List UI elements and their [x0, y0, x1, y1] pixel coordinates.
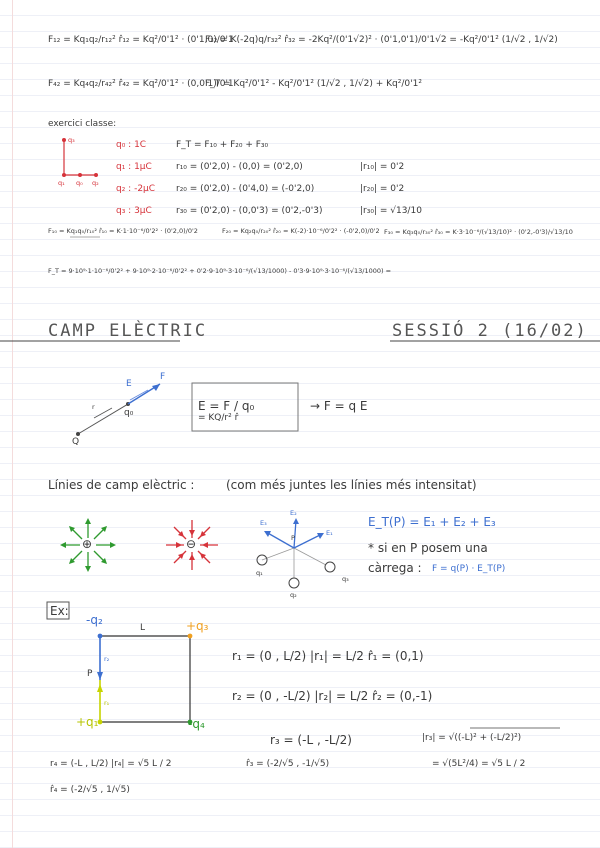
remark-line1: * si en P posem una — [368, 541, 488, 555]
label-q1: q₁ — [256, 569, 263, 577]
Q-charge-dot — [76, 432, 80, 436]
label-E2: E₂ — [290, 509, 297, 517]
eq-E-coulomb: = KQ/r² r̂ — [198, 413, 239, 423]
ex-label: Ex: — [50, 604, 69, 618]
r-hat-mark — [94, 408, 112, 418]
charge-q1: q₁ : 1μC — [116, 162, 152, 172]
label-E: E — [126, 379, 132, 389]
label-q3: q₃ — [342, 575, 349, 583]
mini-label-q3: q₃ — [68, 136, 75, 144]
remark-force: F = q(P) · E_T(P) — [432, 564, 506, 574]
ft-sum: F_T = F₁₀ + F₂₀ + F₃₀ — [176, 140, 269, 150]
mini-label-q1: q₁ — [58, 179, 65, 187]
formula-ft-numeric: F_T = 9·10⁹·1·10⁻⁶/0'2² + 9·10⁹·2·10⁻⁶/0'2² + 0'2·9·10⁹·3·10⁻⁶/(√13/1000) - 0'3·9·10⁹·3·10⁻⁶/(√13/1000) = — [48, 267, 392, 275]
remark-line2: càrrega : — [368, 561, 422, 575]
label-q2: q₂ — [290, 591, 297, 599]
session-title: SESSIÓ 2 (16/02) — [392, 321, 588, 341]
vec-r2-label: r₂ — [104, 655, 110, 663]
label-Q: Q — [72, 437, 80, 447]
side-L: L — [140, 623, 146, 633]
label-E1: E₁ — [326, 529, 333, 537]
charge-q3: q₃ : 3μC — [116, 206, 152, 216]
vec-r1-label: r₁ — [104, 699, 110, 707]
mini-q3-dot — [62, 138, 66, 142]
eq-r3: r₃ = (-L , -L/2) — [270, 733, 352, 747]
mini-q0-dot — [78, 173, 82, 177]
label-F: F — [160, 372, 166, 382]
r30-vector: r₃₀ = (0'2,0) - (0,0'3) = (0'2,-0'3) — [176, 206, 323, 216]
E-unit-vector — [130, 390, 148, 400]
label-P: P — [291, 534, 295, 542]
charge-q0: q₀ : 1C — [116, 140, 147, 150]
mini-label-q2: q₂ — [92, 179, 99, 187]
formula-ft: F_T = Kq²/0'1² - Kq²/0'1² (1/√2 , 1/√2) + Kq²/0'1² — [205, 79, 422, 89]
formula-f32: F₃₂ = K(-2q)q/r₃₂² r̂₃₂ = -2Kq²/(0'1√2)² · (0'1,0'1)/0'1√2 = -Kq²/0'1² (1/√2 , 1/√2) — [205, 35, 558, 45]
charge-minus-q4: -q₄ — [188, 717, 205, 731]
superposition-diagram — [257, 518, 335, 588]
charge-plus-q3: +q₃ — [186, 619, 209, 633]
charge-q2: q₂ : -2μC — [116, 184, 156, 194]
formula-f10: F₁₀ = Kq₁q₀/r₁₀² r̂₁₀ = K·1·10⁻⁶/0'2² · (0'2,0)/0'2 — [48, 227, 198, 235]
eq-r3-mod2: = √(5L²/4) = √5 L / 2 — [432, 759, 526, 769]
charge-plus-q1: +q₁ — [76, 715, 99, 729]
eq-F-qE: → F = q E — [310, 399, 368, 413]
label-r: r — [92, 403, 95, 411]
r30-modulus: |r₃₀| = √13/10 — [360, 206, 422, 216]
r10-modulus: |r₁₀| = 0'2 — [360, 162, 405, 172]
formula-f12: F₁₂ = Kq₁q₂/r₁₂² r̂₁₂ = Kq²/0'1² · (0'1,0)/0'1 — [48, 35, 234, 45]
r20-vector: r₂₀ = (0'2,0) - (0'4,0) = (-0'2,0) — [176, 184, 315, 194]
negative-charge: ⊖ — [186, 537, 197, 551]
eq-r4: r₄ = (-L , L/2) |r₄| = √5 L / 2 — [50, 759, 172, 769]
ET-sum: E_T(P) = E₁ + E₂ + E₃ — [368, 515, 496, 529]
field-lines-note: (com més juntes les línies més intensitat) — [226, 478, 477, 492]
label-q0: q₀ — [124, 408, 134, 418]
r-vector-line — [78, 404, 128, 434]
mini-q1-dot — [62, 173, 66, 177]
formula-f42: F₄₂ = Kq₄q₂/r₄₂² r̂₄₂ = Kq²/0'1² · (0,0'1)/0'1 — [48, 79, 234, 89]
example-square — [97, 634, 192, 725]
label-E3: E₃ — [260, 519, 267, 527]
field-lines-title: Línies de camp elèctric : — [48, 478, 195, 492]
eq-r4-hat: r̂₄ = (-2/√5 , 1/√5) — [50, 785, 130, 795]
r10-vector: r₁₀ = (0'2,0) - (0,0) = (0'2,0) — [176, 162, 303, 172]
section-title: CAMP ELÈCTRIC — [48, 321, 208, 341]
eq-E-def: E = F / q₀ — [198, 399, 255, 413]
r20-modulus: |r₂₀| = 0'2 — [360, 184, 405, 194]
formula-f30: F₃₀ = Kq₃q₀/r₃₀² r̂₃₀ = K·3·10⁻⁶/(√13/10)² · (0'2,-0'3)/√13/10 — [384, 228, 573, 236]
mini-q2-dot — [94, 173, 98, 177]
formula-f20: F₂₀ = Kq₂q₀/r₂₀² r̂₂₀ = K(-2)·10⁻⁶/0'2² · (-0'2,0)/0'2 — [222, 227, 380, 235]
point-P: P — [87, 669, 93, 679]
eq-r2: r₂ = (0 , -L/2) |r₂| = L/2 r̂₂ = (0,-1) — [232, 689, 433, 703]
mini-label-q0: q₀ — [76, 179, 83, 187]
charge-minus-q2: -q₂ — [86, 613, 103, 627]
exercici-title: exercici classe: — [48, 119, 117, 129]
eq-r3-mod: |r₃| = √((-L)² + (-L/2)²) — [422, 733, 522, 743]
eq-r1: r₁ = (0 , L/2) |r₁| = L/2 r̂₁ = (0,1) — [232, 649, 424, 663]
eq-r3-hat: r̂₃ = (-2/√5 , -1/√5) — [246, 759, 330, 769]
positive-charge: ⊕ — [82, 537, 93, 551]
